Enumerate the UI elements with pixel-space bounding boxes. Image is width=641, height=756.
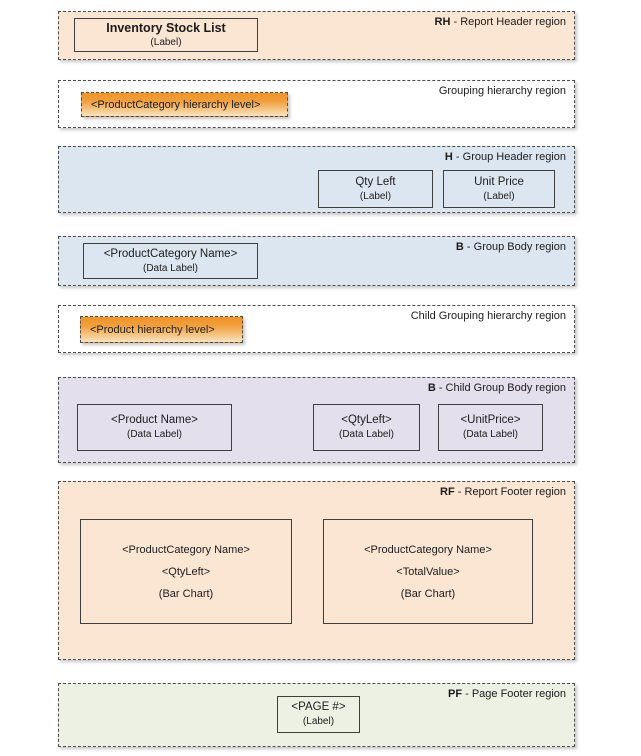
report-header-region bbox=[58, 11, 575, 60]
qtyleft-data-label-box bbox=[313, 404, 420, 451]
qtyleft-chart-line2: <QtyLeft> bbox=[161, 565, 211, 578]
group-body-region-name: - Group Body region bbox=[463, 241, 566, 253]
productcategory-hierarchy-level-text: <ProductCategory hierarchy level> bbox=[91, 98, 261, 111]
group-body-region-label bbox=[456, 241, 566, 253]
report-header-region-tag: RH bbox=[434, 16, 451, 28]
product-name-data-label-box bbox=[77, 404, 232, 451]
qty-left-label-text: Qty Left bbox=[355, 175, 396, 188]
report-title-label-box bbox=[74, 18, 258, 52]
productcategory-name-data-label-box bbox=[83, 243, 258, 279]
report-footer-region-name: - Report Footer region bbox=[454, 486, 566, 498]
page-number-label-box bbox=[277, 696, 360, 733]
qty-left-label-box bbox=[318, 170, 433, 208]
group-header-region-name: - Group Header region bbox=[452, 151, 566, 163]
grouping-hierarchy-region-name: Grouping hierarchy region bbox=[438, 85, 566, 97]
product-hierarchy-level-text: <Product hierarchy level> bbox=[90, 323, 215, 336]
productcategory-name-subtext: (Data Label) bbox=[142, 262, 199, 274]
report-title-text: Inventory Stock List bbox=[106, 20, 226, 35]
child-grouping-hierarchy-region-label bbox=[411, 310, 566, 322]
group-header-region-label bbox=[445, 151, 566, 163]
page-footer-region bbox=[58, 683, 575, 747]
group-header-region-tag: H bbox=[444, 151, 453, 163]
group-body-region-tag: B bbox=[455, 241, 464, 253]
page-number-text: <PAGE #> bbox=[291, 701, 346, 713]
qtyleft-chart-line3: (Bar Chart) bbox=[158, 587, 214, 600]
qtyleft-chart-line1: <ProductCategory Name> bbox=[122, 543, 250, 556]
child-group-body-region-name: - Child Group Body region bbox=[435, 382, 566, 394]
grouping-hierarchy-region-label bbox=[439, 85, 566, 97]
totalvalue-chart-line2: <TotalValue> bbox=[396, 565, 460, 578]
productcategory-hierarchy-level-box bbox=[81, 92, 288, 117]
page-footer-region-label bbox=[448, 688, 566, 700]
product-hierarchy-level-box bbox=[80, 316, 243, 343]
unitprice-text: <UnitPrice> bbox=[460, 414, 521, 426]
child-grouping-hierarchy-region bbox=[58, 305, 575, 353]
unit-price-label-text: Unit Price bbox=[474, 175, 524, 188]
qty-left-label-subtext: (Label) bbox=[359, 190, 392, 202]
product-name-subtext: (Data Label) bbox=[126, 429, 183, 440]
qtyleft-subtext: (Data Label) bbox=[338, 429, 395, 440]
product-name-text: <Product Name> bbox=[111, 414, 198, 426]
qtyleft-bar-chart-box bbox=[80, 519, 292, 624]
page-number-subtext: (Label) bbox=[302, 716, 335, 727]
child-group-body-region bbox=[58, 377, 575, 463]
report-header-region-name: - Report Header region bbox=[450, 16, 566, 28]
report-title-subtext: (Label) bbox=[150, 36, 182, 48]
totalvalue-chart-line3: (Bar Chart) bbox=[400, 587, 456, 600]
group-body-region bbox=[58, 236, 575, 286]
report-footer-region bbox=[58, 481, 575, 660]
grouping-hierarchy-region bbox=[58, 80, 575, 128]
report-footer-region-tag: RF bbox=[440, 486, 455, 498]
unitprice-data-label-box bbox=[438, 404, 543, 451]
unit-price-label-subtext: (Label) bbox=[483, 190, 515, 202]
totalvalue-chart-line1: <ProductCategory Name> bbox=[364, 543, 492, 556]
unitprice-subtext: (Data Label) bbox=[462, 429, 519, 440]
totalvalue-bar-chart-box bbox=[323, 519, 533, 624]
page-footer-region-tag: PF bbox=[447, 688, 463, 700]
child-grouping-hierarchy-region-name: Child Grouping hierarchy region bbox=[410, 310, 566, 322]
unit-price-label-box bbox=[443, 170, 555, 208]
qtyleft-text: <QtyLeft> bbox=[341, 414, 392, 426]
group-header-region bbox=[58, 146, 575, 213]
report-header-region-label bbox=[435, 16, 566, 28]
child-group-body-region-tag: B bbox=[427, 382, 436, 394]
child-group-body-region-label bbox=[428, 382, 566, 394]
report-footer-region-label bbox=[440, 486, 566, 498]
page-footer-region-name: - Page Footer region bbox=[462, 688, 566, 700]
productcategory-name-text: <ProductCategory Name> bbox=[103, 247, 238, 260]
